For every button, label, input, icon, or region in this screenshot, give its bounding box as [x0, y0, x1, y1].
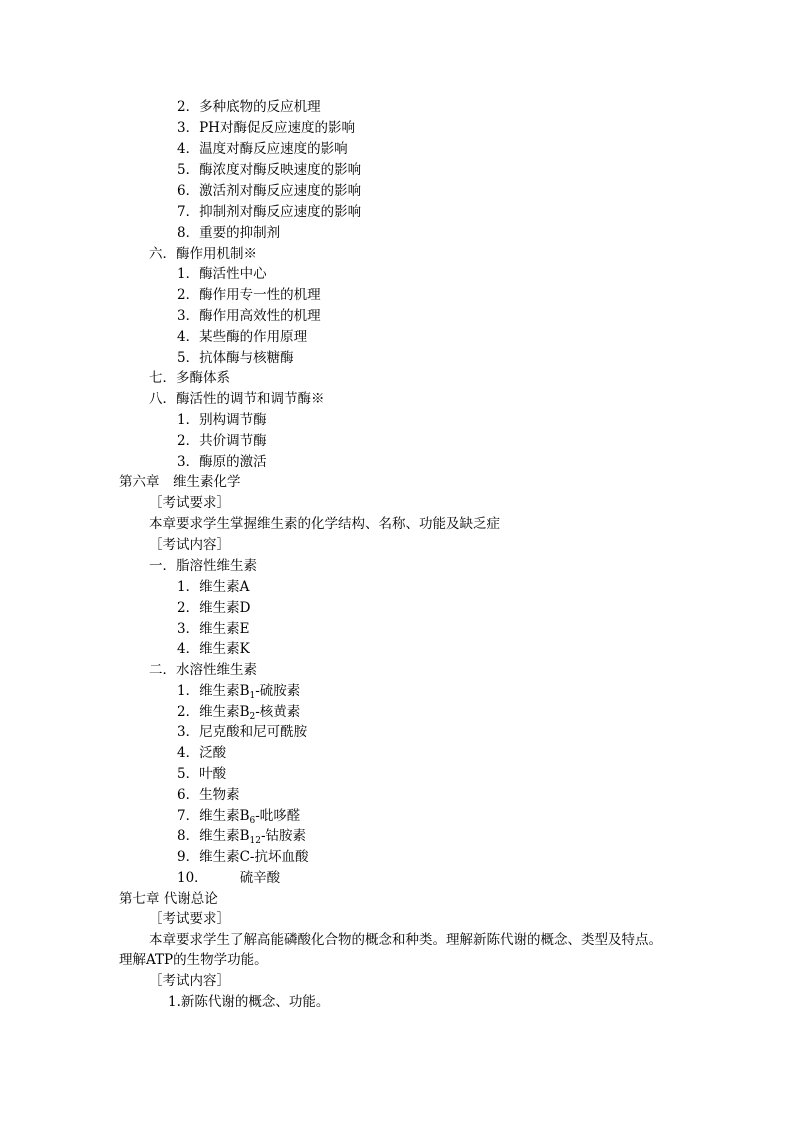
list-item: 4．温度对酶反应速度的影响 [177, 141, 348, 157]
list-item: 6．激活剂对酶反应速度的影响 [177, 183, 362, 199]
list-item: 3．维生素E [177, 621, 250, 637]
list-item: 7．抑制剂对酶反应速度的影响 [177, 204, 362, 220]
list-item: 4．某些酶的作用原理 [177, 329, 308, 345]
list-item: 2．维生素$B_2-$核黄素 [177, 704, 301, 722]
list-item: 5．叶酸 [177, 766, 227, 782]
section-heading: 一．脂溶性维生素 [149, 558, 257, 574]
list-item: 3．酶原的激活 [177, 454, 267, 470]
list-item: 5．酶浓度对酶反映速度的影响 [177, 162, 362, 178]
list-item: 1．别构调节酶 [177, 412, 267, 428]
list-item: 8．维生素$B_{12}-$钴胺素 [177, 828, 307, 846]
chapter-title: 第六章 维生素化学 [119, 474, 241, 490]
list-item: 1．酶活性中心 [177, 266, 267, 282]
section-heading: 七．多酶体系 [149, 370, 230, 386]
list-item: 10． 硫辛酸 [177, 870, 281, 886]
list-item: 1.新陈代谢的概念、功能。 [168, 994, 330, 1010]
section-heading: 八．酶活性的调节和调节酶※ [149, 391, 325, 407]
list-item: 1．维生素A [177, 579, 250, 595]
list-item: 2．维生素D [177, 600, 251, 616]
section-heading: 二．水溶性维生素 [149, 662, 257, 678]
subsection-label: ［考试要求］ [149, 911, 230, 927]
chapter-title: 第七章 代谢总论 [119, 891, 218, 907]
list-item: 2．酶作用专一性的机理 [177, 287, 321, 303]
list-item: 9．维生素C-抗坏血酸 [177, 849, 309, 865]
list-item: 2．多种底物的反应机理 [177, 99, 321, 115]
list-item: 5．抗体酶与核糖酶 [177, 350, 294, 366]
paragraph: 本章要求学生掌握维生素的化学结构、名称、功能及缺乏症 [149, 516, 500, 532]
section-heading: 六．酶作用机制※ [149, 246, 257, 262]
subsection-label: ［考试要求］ [149, 495, 230, 511]
paragraph: 本章要求学生了解高能磷酸化合物的概念和种类。理解新陈代谢的概念、类型及特点。 [149, 932, 662, 948]
subsection-label: ［考试内容］ [149, 537, 230, 553]
list-item: 1．维生素$B_1-$硫胺素 [177, 683, 301, 701]
list-item: 3．酶作用高效性的机理 [177, 308, 321, 324]
list-item: 3．尼克酸和尼可酰胺 [177, 724, 308, 740]
list-item: 6．生物素 [177, 787, 240, 803]
list-item: 4．泛酸 [177, 745, 227, 761]
subsection-label: ［考试内容］ [149, 973, 230, 989]
list-item: 7．维生素$B_6-$吡哆醛 [177, 808, 301, 826]
list-item: 8．重要的抑制剂 [177, 225, 281, 241]
list-item: 4．维生素K [177, 641, 250, 657]
list-item: 2．共价调节酶 [177, 433, 267, 449]
list-item: 3．PH对酶促反应速度的影响 [177, 120, 355, 136]
paragraph: 理解ATP的生物学功能。 [119, 952, 268, 968]
